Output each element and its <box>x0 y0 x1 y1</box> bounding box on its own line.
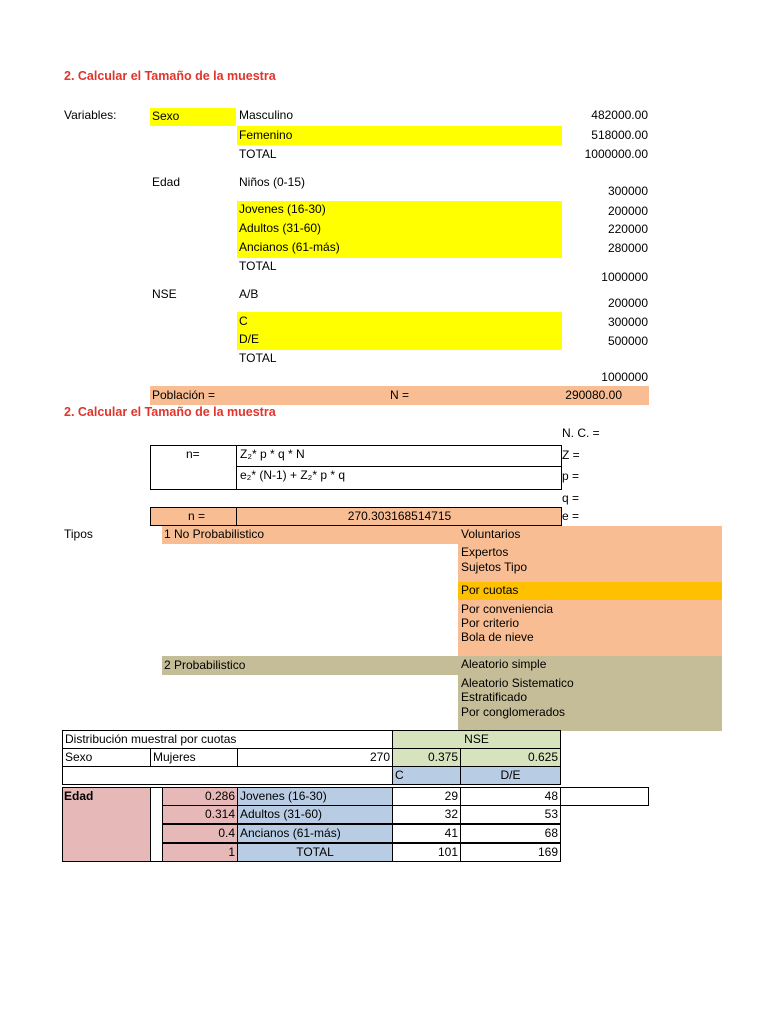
no-prob-item: Por cuotas <box>461 583 519 597</box>
prob-item: Por conglomerados <box>461 705 566 719</box>
sexo-row-value: 482000.00 <box>591 108 648 122</box>
no-prob-item: Expertos <box>461 545 509 559</box>
no-prob-item: Por criterio <box>461 616 520 630</box>
nse-row-name: A/B <box>239 287 259 301</box>
edad-label: Edad <box>152 175 181 189</box>
dist-row-name: Ancianos (61-más) <box>237 824 393 843</box>
prob-item: Estratificado <box>461 690 528 704</box>
edad-row-name: Adultos (31-60) <box>239 221 322 235</box>
nse-highlight <box>237 312 562 350</box>
edad-row-value: 220000 <box>607 222 648 236</box>
dist-blank-row <box>62 766 393 785</box>
dist-mujeres-label: Mujeres <box>150 748 238 767</box>
poblacion-value: 290080.00 <box>565 388 622 402</box>
dist-nse-header: NSE <box>392 730 561 749</box>
dist-row-c: 41 <box>392 824 461 843</box>
n-result-value: 270.303168514715 <box>347 509 452 523</box>
section-title: 2. Calcular el Tamaño de la muestra <box>64 405 276 419</box>
edad-row-value: 200000 <box>607 204 648 218</box>
dist-total-label: TOTAL <box>237 843 393 862</box>
nse-total-label: TOTAL <box>239 351 277 365</box>
nse-total-value: 1000000 <box>601 370 648 384</box>
dist-edad-label: Edad <box>64 789 94 803</box>
edad-row-value: 300000 <box>607 184 648 198</box>
nse-row-value: 300000 <box>607 315 648 329</box>
no-prob-item: Voluntarios <box>461 527 521 541</box>
nse-row-value: 200000 <box>607 296 648 310</box>
formula-divider <box>236 445 237 490</box>
edad-total-value: 1000000 <box>601 270 648 284</box>
dist-row-de: 68 <box>460 824 561 843</box>
dist-c-label: C <box>392 766 461 785</box>
variables-label: Variables: <box>64 108 117 122</box>
edad-row-value: 280000 <box>607 241 648 255</box>
nse-row-name: C <box>239 314 248 328</box>
nse-label: NSE <box>152 287 177 301</box>
tipos-label: Tipos <box>64 527 93 541</box>
sexo-row-name: Femenino <box>239 128 293 142</box>
section-title: 2. Calcular el Tamaño de la muestra <box>64 69 276 83</box>
dist-row-name: Adultos (31-60) <box>237 805 393 824</box>
sexo-total-value: 1000000.00 <box>584 147 648 161</box>
sexo-row-value: 518000.00 <box>591 128 648 142</box>
dist-c-weight: 0.375 <box>392 748 461 767</box>
no-prob-item: Bola de nieve <box>461 630 534 644</box>
sexo-row-name: Masculino <box>239 108 294 122</box>
sexo-total-label: TOTAL <box>239 147 277 161</box>
prob-item: Aleatorio simple <box>461 657 547 671</box>
nse-row-name: D/E <box>239 332 260 346</box>
poblacion-label: Población = <box>152 388 216 402</box>
dist-de-label: D/E <box>460 766 561 785</box>
dist-title: Distribución muestral por cuotas <box>62 730 393 749</box>
dist-row-name: Jovenes (16-30) <box>237 787 393 806</box>
edad-row-name: Jovenes (16-30) <box>239 202 326 216</box>
param-e: e = <box>562 509 580 523</box>
nse-row-value: 500000 <box>607 334 648 348</box>
edad-row-name: Ancianos (61-más) <box>239 240 340 254</box>
param-q: q = <box>562 491 580 505</box>
dist-row-c: 29 <box>392 787 461 806</box>
dist-de-weight: 0.625 <box>460 748 561 767</box>
dist-total-c: 101 <box>392 843 461 862</box>
no-prob-item: Por conveniencia <box>461 602 554 616</box>
sexo-label: Sexo <box>152 109 180 123</box>
dist-extra-cell <box>560 787 649 806</box>
n-result-label: n = <box>188 509 206 523</box>
no-prob-item: Sujetos Tipo <box>461 560 528 574</box>
dist-row-c: 32 <box>392 805 461 824</box>
poblacion-n-label: N = <box>390 388 410 402</box>
dist-total-de: 169 <box>460 843 561 862</box>
formula-denominator: e₂* (N-1) + Z₂* p * q <box>240 468 346 482</box>
dist-mujeres-value: 270 <box>237 748 393 767</box>
dist-row-weight: 0.286 <box>162 787 238 806</box>
formula-box <box>150 445 562 490</box>
dist-row-weight: 0.314 <box>162 805 238 824</box>
dist-row-de: 48 <box>460 787 561 806</box>
fraction-line <box>237 466 562 467</box>
dist-row-weight: 0.4 <box>162 824 238 843</box>
no-prob-label: 1 No Probabilistico <box>164 527 265 541</box>
formula-n-label: n= <box>186 447 200 461</box>
param-p: p = <box>562 469 580 483</box>
param-z: Z = <box>562 448 580 462</box>
formula-numerator: Z₂* p * q * N <box>240 447 305 461</box>
dist-row-de: 53 <box>460 805 561 824</box>
dist-sexo-label: Sexo <box>62 748 151 767</box>
edad-total-label: TOTAL <box>239 259 277 273</box>
edad-row-name: Niños (0-15) <box>239 175 306 189</box>
prob-item: Aleatorio Sistematico <box>461 676 574 690</box>
param-nc: N. C. = <box>562 426 600 440</box>
dist-total-weight: 1 <box>162 843 238 862</box>
prob-label: 2 Probabilistico <box>164 658 246 672</box>
